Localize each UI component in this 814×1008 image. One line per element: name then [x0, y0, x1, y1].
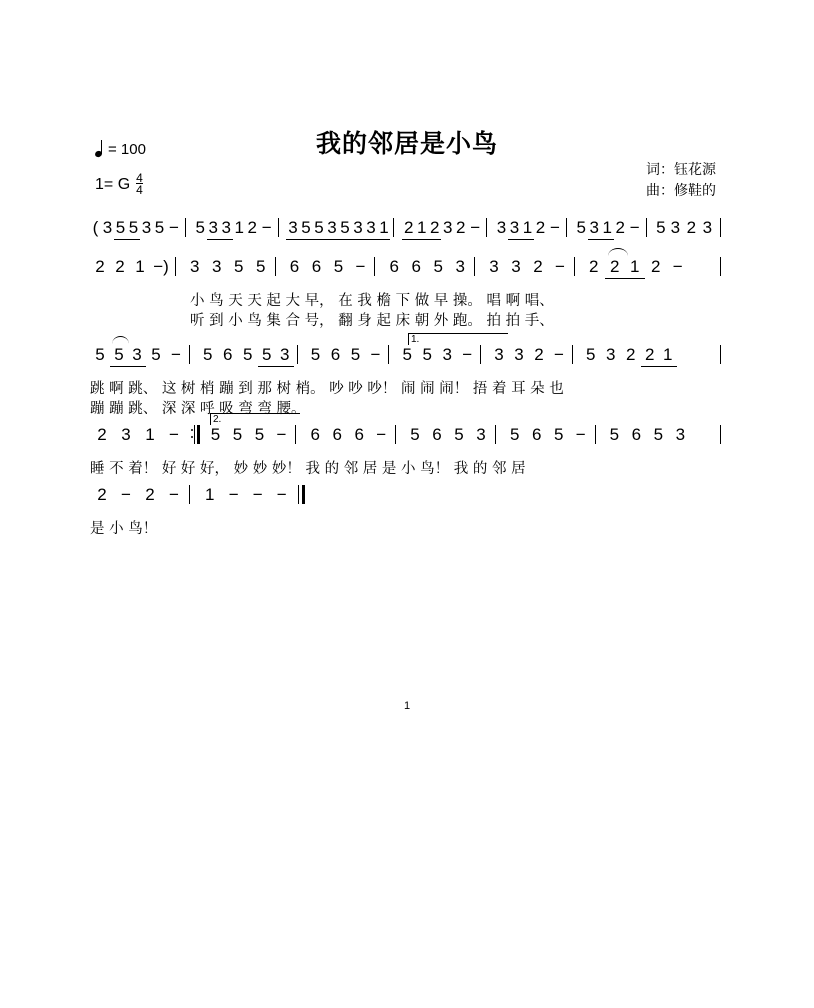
system-5-lyrics-line1: 是 小 鸟！ — [90, 521, 158, 537]
system-2 — [90, 257, 724, 329]
lyricist-credit: 词：钰花源 — [646, 162, 716, 178]
time-signature — [136, 173, 143, 195]
volta-2-label: 2. — [213, 414, 222, 425]
system-2-lyrics-line2: 听 到 小 鸟 集 合 号， 翻 身 起 床 朝 外 跑。 拍 拍 手、 — [190, 313, 554, 329]
system-3 — [90, 334, 724, 417]
repeat-end-barline — [191, 425, 200, 444]
system-3-notes: 5 5 3 5 − 5 6 5 5 3 5 6 5 − 5 5 3 − 3 3 2 − 5 3 2 2 1 — [90, 345, 724, 371]
system-4-lyrics-line1: 睡 不 着！ 好 好 好， 妙 妙 妙！ 我 的 邻 居 是 小 鸟！ 我 的 邻 居 — [90, 461, 526, 477]
page-title: 我的邻居是小鸟 — [315, 129, 498, 158]
volta-1-bracket — [408, 333, 508, 345]
system-5 — [90, 485, 724, 537]
credits — [646, 160, 716, 202]
final-barline — [298, 485, 305, 504]
tempo-value: = 100 — [108, 140, 146, 158]
key-label: 1= G — [95, 176, 131, 193]
key-signature — [95, 171, 143, 197]
time-signature-denominator: 4 — [136, 183, 143, 197]
system-1 — [90, 218, 724, 244]
system-2-lyrics-line1: 小 鸟 天 天 起 大 早， 在 我 檐 下 做 早 操。 唱 啊 唱、 — [190, 293, 554, 309]
system-4 — [90, 414, 724, 477]
system-4-notes: 2 3 1 − 5 5 5 − 6 6 6 − 5 6 5 3 5 6 5 − 5 6 5 3 — [90, 425, 724, 451]
volta-1-label: 1. — [411, 334, 420, 345]
system-1-notes: ( 3 5 5 3 5 − 5 3 3 1 2 − 3 5 5 3 5 3 3 1 2 1 2 3 2 − 3 3 1 2 − 5 3 1 2 − 5 3 2 3 — [90, 218, 724, 244]
composer-credit: 曲：修鞋的 — [646, 183, 716, 199]
system-3-lyrics-line2: 蹦 蹦 跳、 深 深 呼 吸 弯 弯 腰。 — [90, 401, 306, 417]
time-signature-numerator: 4 — [136, 171, 143, 185]
page-number: 1 — [403, 700, 411, 712]
system-3-lyrics-line1: 跳 啊 跳、 这 树 梢 蹦 到 那 树 梢。 吵 吵 吵！ 闹 闹 闹！ 捂 着 耳 朵 也 — [90, 381, 564, 397]
volta-2-bracket — [210, 413, 300, 425]
system-2-notes: 2 2 1 −) 3 3 5 5 6 6 5 − 6 6 5 3 3 3 2 − 2 2 1 2 − — [90, 257, 724, 283]
system-5-notes: 2 − 2 − 1 − − − — [90, 485, 724, 511]
